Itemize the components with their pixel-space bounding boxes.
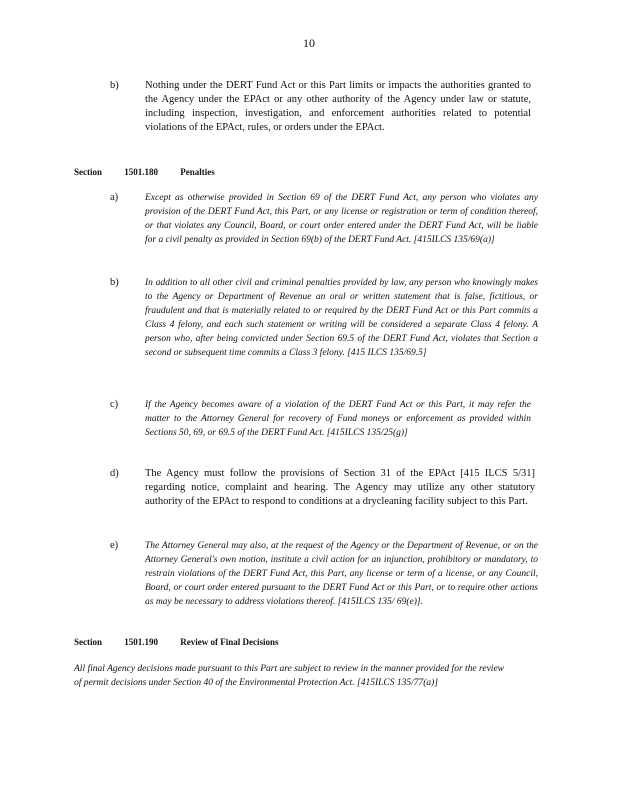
item-label: b) <box>110 277 119 288</box>
section-title: Review of Final Decisions <box>180 637 279 647</box>
item-text: In addition to all other civil and criminal penalties provided by law, any person who knowingly makes to the Agency or Department of Revenue an oral or written statement that is false, fictitious, or fraudulent and that is materially related to or required by the DERT Fund Act or this Part commits a Class 4 felony, and each such statement or writing will be considered a separate Class 4 felony. A person who, after being convicted under Section 69.5 of the DERT Fund Act, violates that Section a second or subsequent time commits a Class 3 felony. [415 ILCS 135/69.5] <box>145 278 538 358</box>
item-text: If the Agency becomes aware of a violation of the DERT Fund Act or this Part, it may refer the matter to the Attorney General for recovery of Fund moneys or enforcement as provided within Sections 50, 69, or 69.5 of the DERT Fund Act. [415ILCS 135/25(g)] <box>145 400 531 438</box>
section-word: Section <box>74 637 102 647</box>
section-title: Penalties <box>180 167 215 177</box>
item-label: a) <box>110 192 119 203</box>
item-text: Except as otherwise provided in Section 69 of the DERT Fund Act, any person who violates any provision of the DERT Fund Act, this Part, or any license or registration or term of condition thereof, or that violates any Council, Board, or court order entered under the DERT Fund Act, will be liable for a civil penalty as provided in Section 69(b) of the DERT Fund Act. [415ILCS 135/69(a)] <box>145 193 538 245</box>
section-number: 1501.190 <box>124 637 158 647</box>
item-text: The Attorney General may also, at the request of the Agency or the Department of Revenue, or on the Attorney General's own motion, institute a civil action for an injunction, prohibitory or mandatory, to restrain violations of the DERT Fund Act, this Part, any license or term of a license, or any Council, Board, or court order entered pursuant to the DERT Fund Act or this Part, or to require other actions as may be necessary to address violations thereof. [415ILCS 135/ 69(e)]. <box>145 541 538 607</box>
item-text: The Agency must follow the provisions of Section 31 of the EPAct [415 ILCS 5/31] regarding notice, complaint and hearing. The Agency may utilize any other statutory authority of the EPAct to respond to conditions at a drycleaning facility subject to this Part. <box>145 468 535 507</box>
section-heading-1501-190 <box>74 637 279 647</box>
item-label: b) <box>110 80 119 91</box>
section-word: Section <box>74 167 102 177</box>
page-number: 10 <box>303 36 315 50</box>
item-label: d) <box>110 468 119 479</box>
review-text: All final Agency decisions made pursuant to this Part are subject to review in the manner provided for the review of permit decisions under Section 40 of the Environmental Protection Act. [415ILCS 135/77(a)] <box>74 664 504 688</box>
item-label: e) <box>110 540 119 551</box>
item-label: c) <box>110 399 119 410</box>
section-heading-1501-180 <box>74 167 215 177</box>
item-text: Nothing under the DERT Fund Act or this Part limits or impacts the authorities granted to the Agency under the EPAct or any other authority of the Agency under law or statute, including inspection, investigation, and enforcement authorities related to potential violations of the EPAct, rules, or orders under the EPAct. <box>145 80 531 133</box>
section-number: 1501.180 <box>124 167 158 177</box>
